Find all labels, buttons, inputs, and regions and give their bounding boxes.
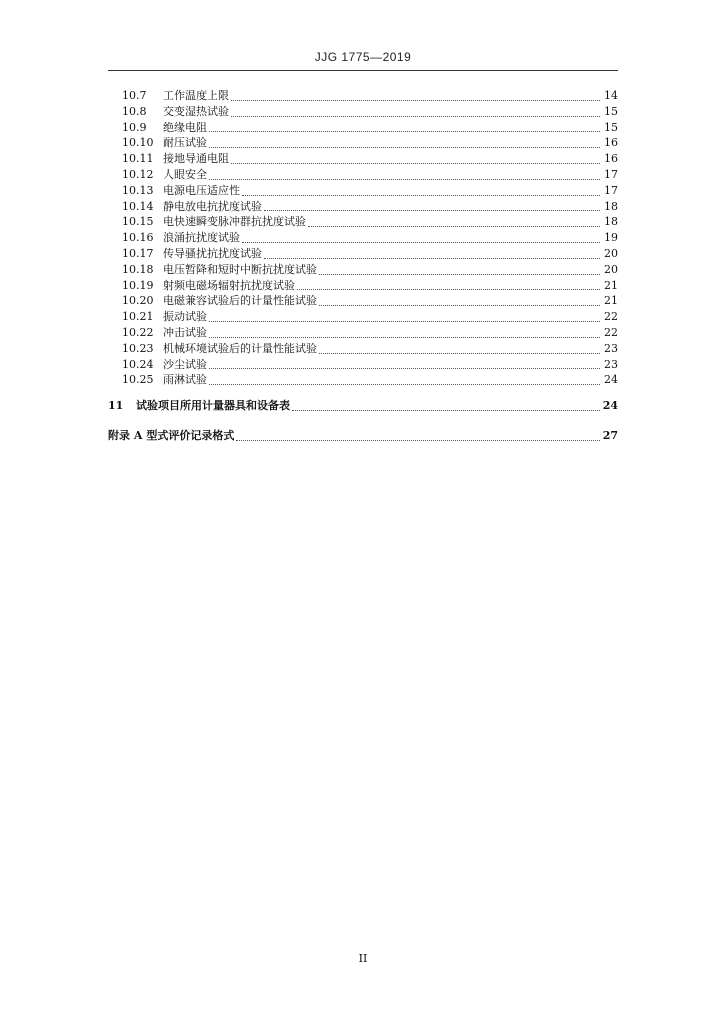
- dot-leader: [319, 296, 600, 306]
- dot-leader: [209, 170, 600, 180]
- running-header: JJG 1775—2019: [314, 50, 412, 64]
- entry-number: 10.25: [122, 373, 154, 387]
- toc-appendix-entry[interactable]: [108, 424, 618, 448]
- dot-leader: [242, 186, 600, 196]
- entry-title: 工作温度上限: [163, 89, 229, 102]
- toc-entry[interactable]: [108, 309, 618, 325]
- entry-page: 23: [604, 341, 618, 355]
- entry-number: 10.13: [122, 183, 154, 197]
- page-number: II: [358, 952, 368, 965]
- entry-title: 沙尘试验: [163, 357, 207, 371]
- dot-leader: [209, 359, 600, 369]
- appendix-page: 27: [602, 429, 618, 443]
- dot-leader: [231, 91, 600, 101]
- entry-title: 机械环境试验后的计量性能试验: [163, 341, 317, 355]
- toc-entry[interactable]: [108, 293, 618, 309]
- appendix-title: 型式评价记录格式: [146, 429, 235, 443]
- entry-page: 21: [604, 294, 618, 308]
- dot-leader: [209, 328, 600, 338]
- toc-chapter-entry[interactable]: [108, 394, 618, 418]
- entry-page: 20: [604, 246, 618, 260]
- entry-title: 人眼安全: [163, 167, 207, 181]
- entry-title: 冲击试验: [163, 325, 207, 339]
- toc-entry[interactable]: [108, 372, 618, 388]
- entry-number: 10.16: [122, 231, 154, 245]
- entry-number: 10.23: [122, 341, 154, 355]
- entry-page: 18: [604, 215, 618, 229]
- dot-leader: [292, 401, 600, 411]
- entry-number: 10.9: [122, 120, 147, 134]
- entry-title: 电压暂降和短时中断抗扰度试验: [163, 262, 317, 276]
- chapter-title: 试验项目所用计量器具和设备表: [136, 399, 290, 413]
- entry-page: 20: [604, 262, 618, 276]
- entry-title: 耐压试验: [163, 136, 207, 150]
- entry-page: 18: [604, 199, 618, 213]
- entry-page: 21: [604, 278, 618, 292]
- toc-entry[interactable]: [108, 88, 618, 104]
- toc-entry[interactable]: [108, 183, 618, 199]
- entry-number: 10.20: [122, 294, 154, 308]
- entry-number: 10.11: [122, 152, 154, 166]
- dot-leader: [236, 431, 600, 441]
- entry-number: 10.12: [122, 167, 154, 181]
- dot-leader: [209, 312, 600, 322]
- entry-number: 10.18: [122, 262, 154, 276]
- entry-page: 23: [604, 357, 618, 371]
- toc-entry[interactable]: [108, 357, 618, 373]
- entry-page: 16: [604, 152, 618, 166]
- entry-page: 22: [604, 310, 618, 324]
- entry-title: 绝缘电阻: [163, 120, 207, 134]
- entry-page: 17: [604, 167, 618, 181]
- entry-number: 10.22: [122, 325, 154, 339]
- entry-number: 10.19: [122, 278, 154, 292]
- toc-entry[interactable]: [108, 278, 618, 294]
- entry-title: 振动试验: [163, 310, 207, 324]
- entry-title: 射频电磁场辐射抗扰度试验: [163, 278, 295, 292]
- entry-title: 电快速瞬变脉冲群抗扰度试验: [163, 215, 306, 229]
- dot-leader: [231, 154, 600, 164]
- toc-entry[interactable]: [108, 341, 618, 357]
- entry-number: 10.8: [122, 104, 147, 118]
- entry-number: 10.7: [122, 89, 147, 102]
- entry-page: 24: [604, 373, 618, 387]
- chapter-page: 24: [602, 399, 618, 413]
- entry-title: 静电放电抗扰度试验: [163, 199, 262, 213]
- dot-leader: [264, 249, 600, 259]
- table-of-contents: [108, 88, 618, 448]
- entry-page: 16: [604, 136, 618, 150]
- dot-leader: [209, 375, 600, 385]
- header-rule: [108, 70, 618, 71]
- entry-title: 交变湿热试验: [163, 104, 229, 118]
- dot-leader: [209, 122, 600, 132]
- entry-page: 15: [604, 104, 618, 118]
- toc-entry[interactable]: [108, 199, 618, 215]
- entry-number: 10.14: [122, 199, 154, 213]
- toc-entry[interactable]: [108, 151, 618, 167]
- toc-entry[interactable]: [108, 104, 618, 120]
- entry-page: 22: [604, 325, 618, 339]
- toc-entry[interactable]: [108, 135, 618, 151]
- entry-number: 10.21: [122, 310, 154, 324]
- entry-title: 电磁兼容试验后的计量性能试验: [163, 294, 317, 308]
- toc-entry[interactable]: [108, 325, 618, 341]
- appendix-number: 附录 A: [108, 429, 143, 443]
- entry-number: 10.24: [122, 357, 154, 371]
- entry-title: 接地导通电阻: [163, 152, 229, 166]
- dot-leader: [264, 201, 600, 211]
- entry-title: 雨淋试验: [163, 373, 207, 387]
- entry-title: 浪涌抗扰度试验: [163, 231, 240, 245]
- entry-title: 传导骚扰抗扰度试验: [163, 246, 262, 260]
- toc-entry[interactable]: [108, 214, 618, 230]
- toc-entry[interactable]: [108, 167, 618, 183]
- toc-entry[interactable]: [108, 262, 618, 278]
- entry-page: 17: [604, 183, 618, 197]
- entry-page: 15: [604, 120, 618, 134]
- entry-number: 10.15: [122, 215, 154, 229]
- dot-leader: [209, 138, 600, 148]
- entry-number: 10.10: [122, 136, 154, 150]
- dot-leader: [308, 217, 600, 227]
- toc-entry[interactable]: [108, 246, 618, 262]
- toc-entry[interactable]: [108, 230, 618, 246]
- entry-page: 14: [604, 89, 618, 102]
- toc-entry[interactable]: [108, 120, 618, 136]
- dot-leader: [319, 265, 600, 275]
- dot-leader: [231, 107, 600, 117]
- entry-page: 19: [604, 231, 618, 245]
- dot-leader: [297, 280, 600, 290]
- entry-number: 10.17: [122, 246, 154, 260]
- dot-leader: [319, 344, 600, 354]
- dot-leader: [242, 233, 600, 243]
- chapter-number: 11: [108, 399, 124, 413]
- entry-title: 电源电压适应性: [163, 183, 240, 197]
